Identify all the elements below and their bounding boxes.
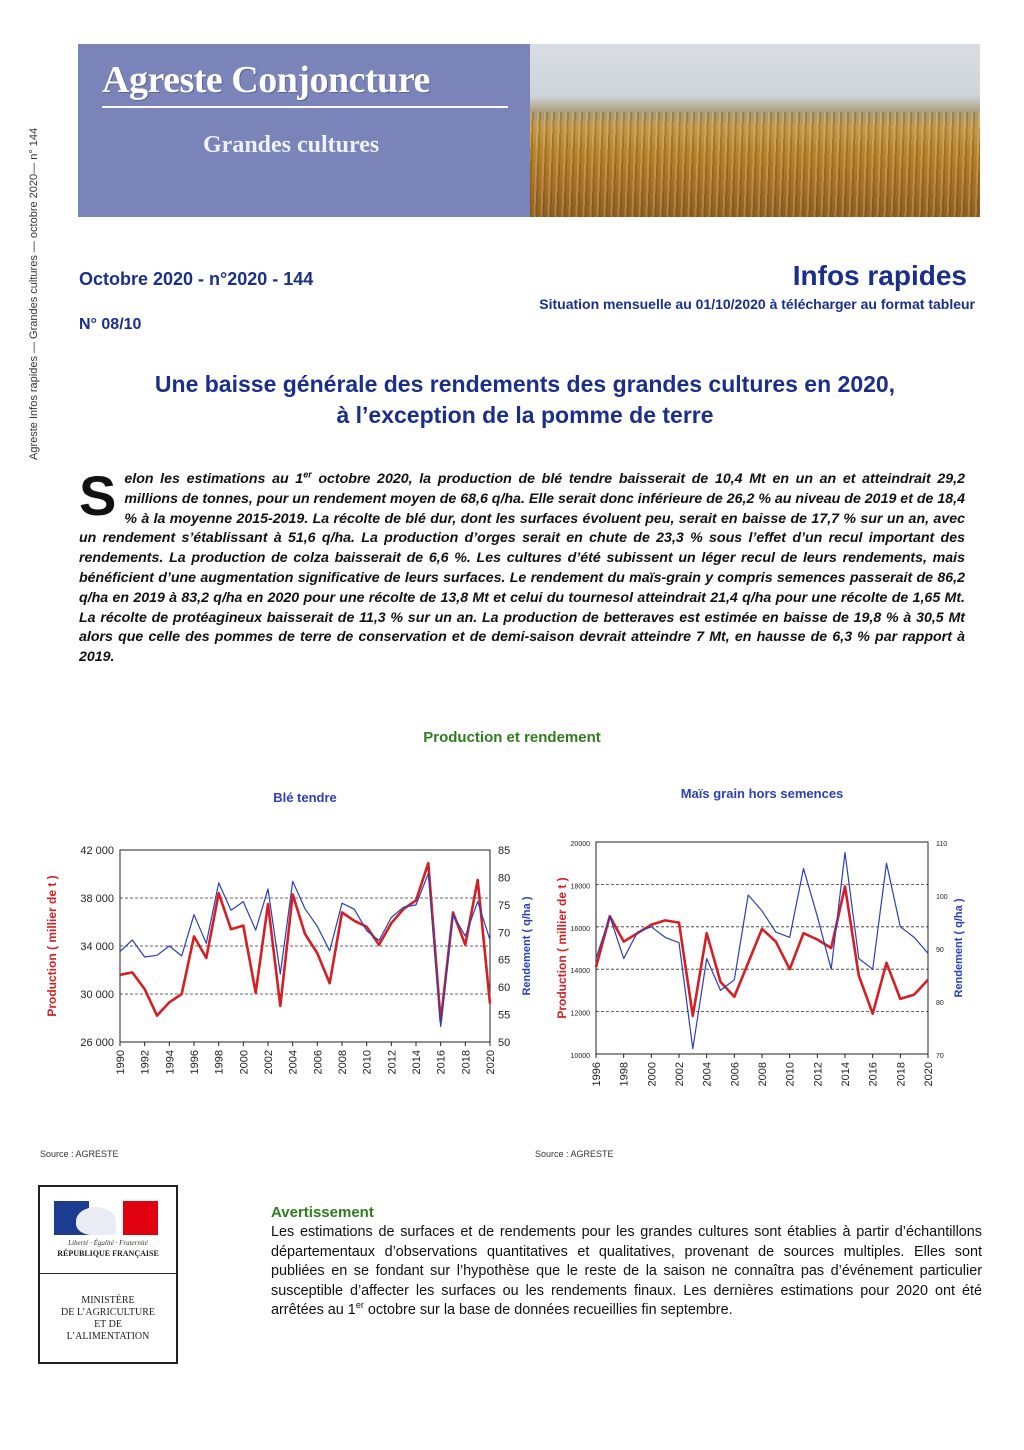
y-tick-label: 16000 [570,925,590,933]
logo-ministry-name: MINISTÈRE DE L’AGRICULTURE ET DE L’ALIMENTATION [61,1295,155,1342]
header-banner [78,44,980,217]
logo-republic: RÉPUBLIQUE FRANÇAISE [57,1249,159,1258]
warning-title: Avertissement [271,1204,374,1221]
series-line-rendement [596,853,928,1049]
series-line-production [120,863,490,1021]
x-tick-label: 2004 [701,1062,714,1087]
x-tick-label: 2000 [238,1050,251,1075]
y-tick-label: 42 000 [80,845,114,857]
x-tick-label: 2020 [923,1062,935,1087]
x-tick-label: 2016 [435,1050,448,1075]
y2-tick-label: 100 [936,894,948,901]
y2-axis-label: Rendement ( q/ha ) [521,896,533,996]
x-tick-label: 1998 [213,1050,226,1075]
issue-date: Octobre 2020 - n°2020 - 144 [79,269,314,289]
x-tick-label: 1990 [115,1050,127,1075]
warning-superscript: er [355,1300,364,1311]
x-tick-label: 2018 [460,1050,473,1075]
y2-tick-label: 70 [498,927,511,940]
wheat-field-photo [530,44,980,217]
headline-line-1: Une baisse générale des rendements des grandes cultures en 2020, [154,371,896,397]
drop-cap: S [79,464,117,527]
ministry-logo [38,1185,178,1364]
y-tick-label: 18000 [570,883,590,891]
brand-underline [102,106,508,108]
source-right: Source : AGRESTE [535,1149,614,1159]
y2-tick-label: 90 [936,947,944,954]
y2-tick-label: 50 [498,1037,511,1049]
y-tick-label: 20000 [570,841,590,848]
x-tick-label: 2008 [757,1062,769,1087]
x-tick-label: 2014 [840,1062,852,1087]
x-tick-label: 2016 [867,1062,880,1087]
x-tick-label: 2008 [337,1050,349,1075]
lede-paragraph [79,464,965,668]
x-tick-label: 2002 [263,1050,275,1075]
section-title: Production et rendement [423,729,601,746]
x-tick-label: 1998 [618,1062,631,1087]
ble-tendre-svg [40,780,533,1110]
x-tick-label: 2006 [729,1062,742,1087]
lede-text-2: octobre 2020, la production de blé tendre baisserait de 10,4 Mt en un an et atteindrait 29,2 millions de tonnes, pour un rendement moyen de 68,6 q/ha. Elle serait donc inférieure de 26,2 % au niveau de 2019 et de 18,4 % à la moyenne 2015-2019. La récolte de blé dur, dont les surfaces évoluent peu, serait en baisse de 17,7 % sur un an, avec un rendement s’établissant à 51,6 q/ha. La production d’orges serait en chute de 23,3 % sous l’effet d’un recul important des rendements. La production de colza baisserait de 6,6 %. Les cultures d’été subissent un léger recul de leurs rendements, mais bénéficient d’une augmentation significative de leurs surfaces. Le rendement du maïs-grain y compris semences passerait de 86,2 q/ha en 2019 à 83,2 q/ha en 2020 pour une récolte de 13,8 Mt et celui du tournesol atteindrait 21,4 q/ha pour une récolte de 1,65 Mt. La récolte de protéagineux baisserait de 11,3 % sur un an. La production de betteraves est estimée en baisse de 19,8 % à 30,5 Mt alors que celle des pommes de terre de conservation et de demi-saison devrait atteindre 7 Mt, en hausse de 6,3 % par rapport à 2019. [79,471,965,666]
x-tick-label: 2010 [361,1050,374,1075]
warning-body [271,1223,982,1321]
y-tick-label: 10000 [570,1053,590,1060]
y2-tick-label: 80 [936,1000,944,1007]
x-tick-label: 2012 [386,1050,399,1075]
y-tick-label: 26 000 [80,1037,114,1049]
y-tick-label: 14000 [570,968,590,976]
series-line-rendement [120,874,490,1027]
y2-tick-label: 60 [498,982,511,995]
x-tick-label: 2010 [784,1062,797,1087]
x-tick-label: 1992 [139,1050,152,1075]
chart-title: Maïs grain hors semences [680,786,844,801]
y-tick-label: 30 000 [80,989,114,1001]
y2-tick-label: 85 [498,845,511,857]
x-tick-label: 1996 [189,1050,201,1075]
headline-line-2: à l’exception de la pomme de terre [336,402,714,428]
logo-divider [40,1273,176,1274]
x-tick-label: 2004 [287,1050,300,1075]
y-axis-label: Production ( millier de t ) [555,877,569,1019]
lede-superscript: er [303,469,312,480]
x-tick-label: 2018 [895,1062,908,1087]
chart-ble-tendre [40,780,533,1110]
brand-logo-text: Agreste Conjoncture [102,59,430,101]
marianne-flag-icon [54,1201,158,1235]
series-title: Infos rapides [792,260,967,291]
x-tick-label: 2002 [674,1062,686,1087]
y2-axis-label: Rendement ( q/ha ) [953,898,965,998]
banner-title-panel [78,44,530,217]
y-tick-label: 34 000 [80,941,114,953]
chart-mais-grain [550,780,970,1110]
x-tick-label: 2014 [411,1050,423,1075]
plot-frame [596,842,928,1054]
x-tick-label: 2012 [812,1062,825,1087]
banner-subtitle: Grandes cultures [203,132,380,158]
series-line-production [596,887,928,1016]
x-tick-label: 2000 [646,1062,659,1087]
side-running-header: Agreste Infos rapides — Grandes cultures — octobre 2020— n° 144 [28,127,40,460]
x-tick-label: 2020 [485,1050,497,1075]
y2-tick-label: 55 [498,1009,511,1022]
y-tick-label: 12000 [570,1010,590,1018]
y2-tick-label: 110 [936,841,948,848]
lede-text-1: elon les estimations au 1 [124,471,304,487]
x-tick-label: 1996 [591,1062,603,1087]
logo-motto: Liberté · Égalité · Fraternité [68,1239,148,1247]
y-tick-label: 38 000 [80,893,114,905]
download-link[interactable]: Situation mensuelle au 01/10/2020 à télécharger au format tableur [539,296,975,312]
x-tick-label: 1994 [164,1050,177,1075]
chart-title: Blé tendre [273,790,337,805]
mais-grain-svg [550,780,970,1110]
wheat-texture [530,112,980,217]
warning-text-1: Les estimations de surfaces et de rendements pour les grandes cultures sont établies à partir d’échantillons départementaux d’observations quantitatives et qualitatives, provenant de sources multiples. Elles sont publiées en se fondant sur l’hypothèse que le reste de la saison ne connaîtra pas d’événement particulier susceptible d’affecter les surfaces ou les rendements finaux. Les dernières estimations pour 2020 ont été arrêtées au 1 [271,1224,982,1319]
y-axis-label: Production ( millier de t ) [45,875,59,1017]
issue-number: N° 08/10 [79,316,142,333]
warning-text-2: octobre sur la base de données recueillies fin septembre. [363,1302,733,1319]
headline [60,369,990,431]
y2-tick-label: 75 [498,899,511,912]
source-left: Source : AGRESTE [40,1149,119,1159]
y2-tick-label: 65 [498,954,511,967]
y2-tick-label: 70 [936,1053,944,1060]
y2-tick-label: 80 [498,872,511,885]
x-tick-label: 2006 [312,1050,325,1075]
